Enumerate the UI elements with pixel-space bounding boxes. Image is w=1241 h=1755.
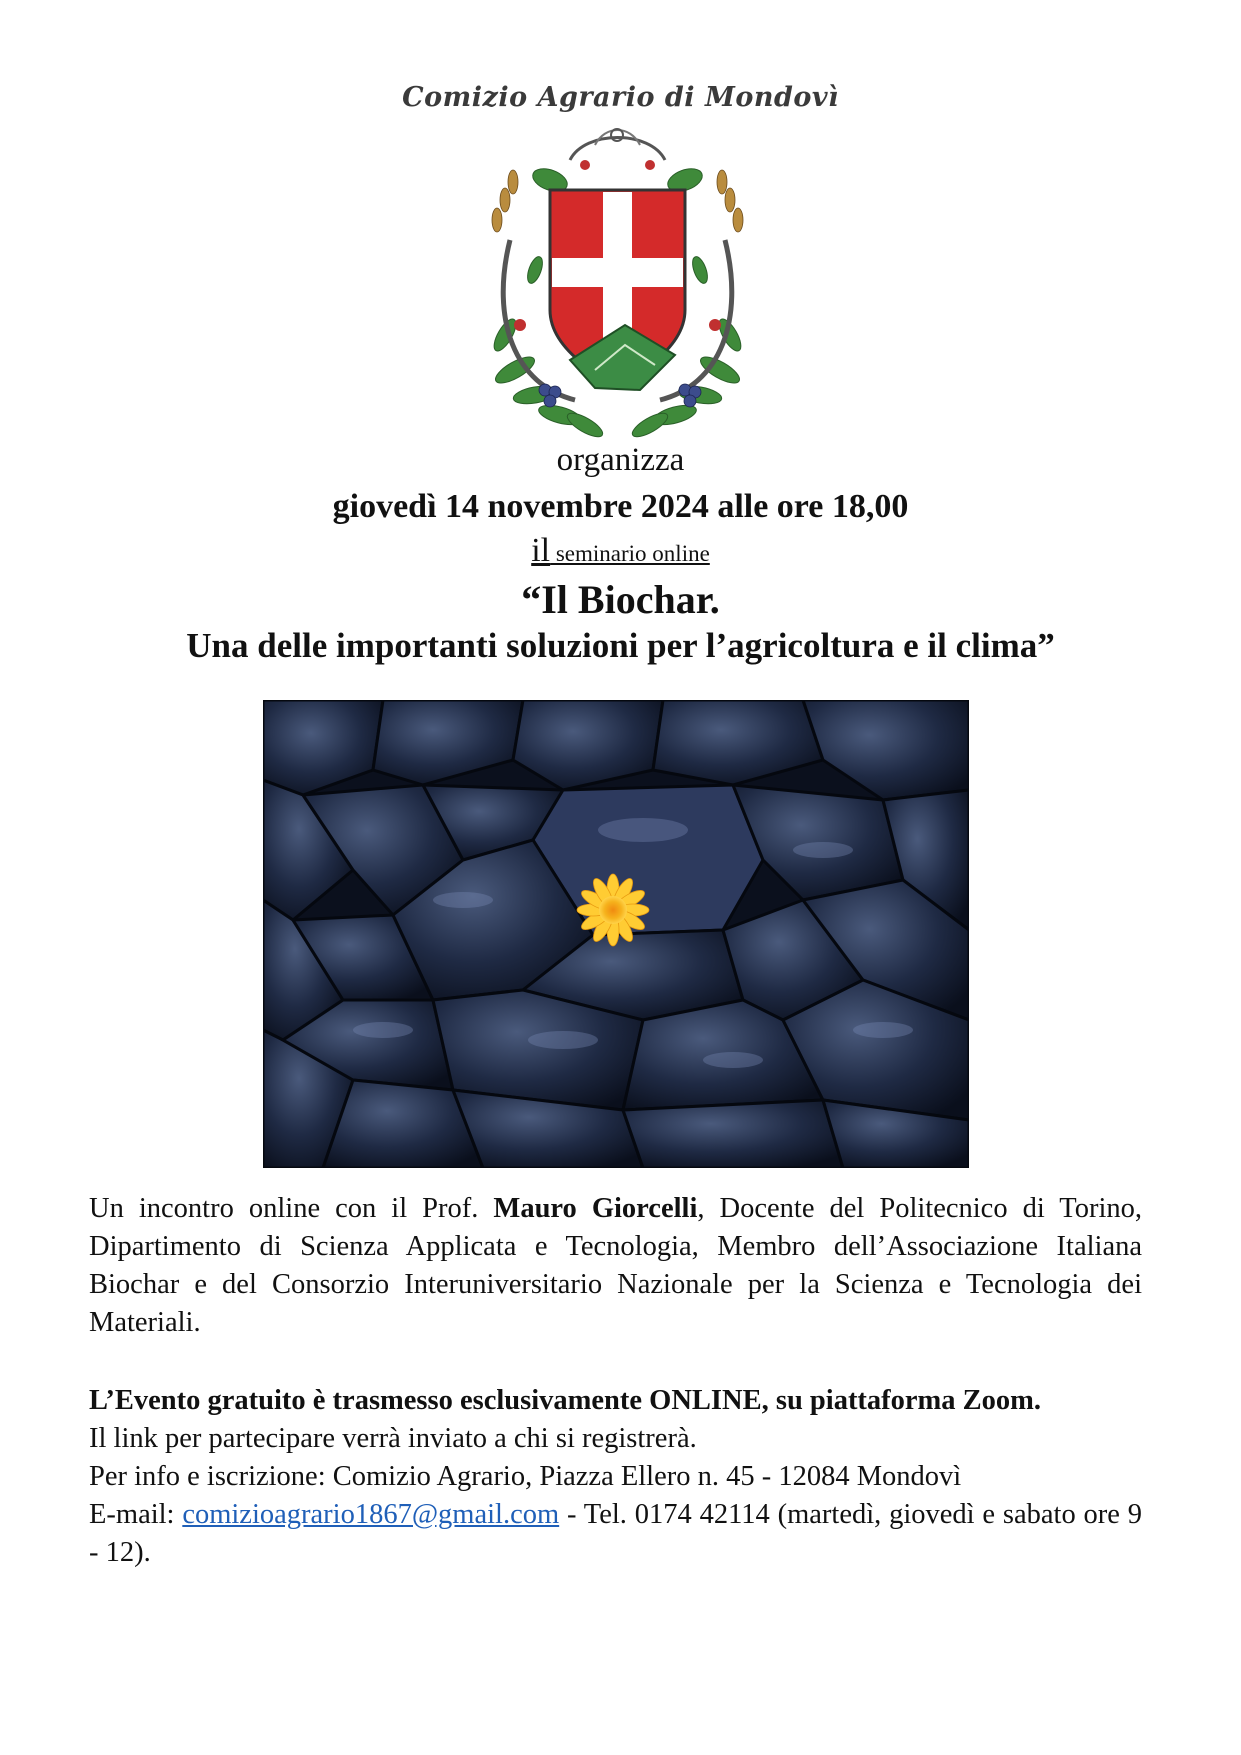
event-info-block — [89, 1382, 1142, 1572]
org-logo-title: Comizio Agrario di Mondovì — [402, 82, 839, 113]
seminar-label — [0, 532, 1241, 570]
seminar-type: seminario online — [550, 541, 710, 566]
event-date: giovedì 14 novembre 2024 alle ore 18,00 — [332, 488, 909, 525]
registration-link-note: Il link per partecipare verrà inviato a chi si registrerà. — [89, 1423, 697, 1454]
coat-of-arms-emblem — [475, 120, 760, 440]
biochar-flower-photo — [263, 700, 969, 1168]
event-online-notice: L’Evento gratuito è trasmesso esclusivamente ONLINE, su piattaforma Zoom. — [89, 1385, 1042, 1416]
seminar-title-line1: “Il Biochar. — [521, 577, 720, 622]
email-link[interactable]: comizioagrario1867@gmail.com — [182, 1499, 560, 1530]
shield-cross-horizontal — [552, 258, 683, 287]
email-label: E-mail: — [89, 1499, 183, 1530]
seminar-il: il — [531, 532, 551, 569]
phone-hours: - Tel. 0174 42114 (martedì, giovedì e sabato ore 9 - 12). — [89, 1499, 1142, 1568]
speaker-name: Mauro Giorcelli — [493, 1193, 698, 1224]
info-address: Per info e iscrizione: Comizio Agrario, Piazza Ellero n. 45 - 12084 Mondovì — [89, 1461, 962, 1492]
organizza-text: organizza — [556, 442, 685, 478]
speaker-intro: Un incontro online con il Prof. — [89, 1193, 494, 1224]
speaker-credentials: , Docente del Politecnico di Torino, Dipartimento di Scienza Applicata e Tecnologia, Membro dell’Associazione Italiana Biochar e del Consorzio Interuniversitario Nazionale per la Scienza e Tecnologia dei Materiali. — [89, 1193, 1142, 1338]
speaker-paragraph — [89, 1190, 1142, 1342]
seminar-title-line2: Una delle importanti soluzioni per l’agricoltura e il clima” — [186, 626, 1055, 665]
